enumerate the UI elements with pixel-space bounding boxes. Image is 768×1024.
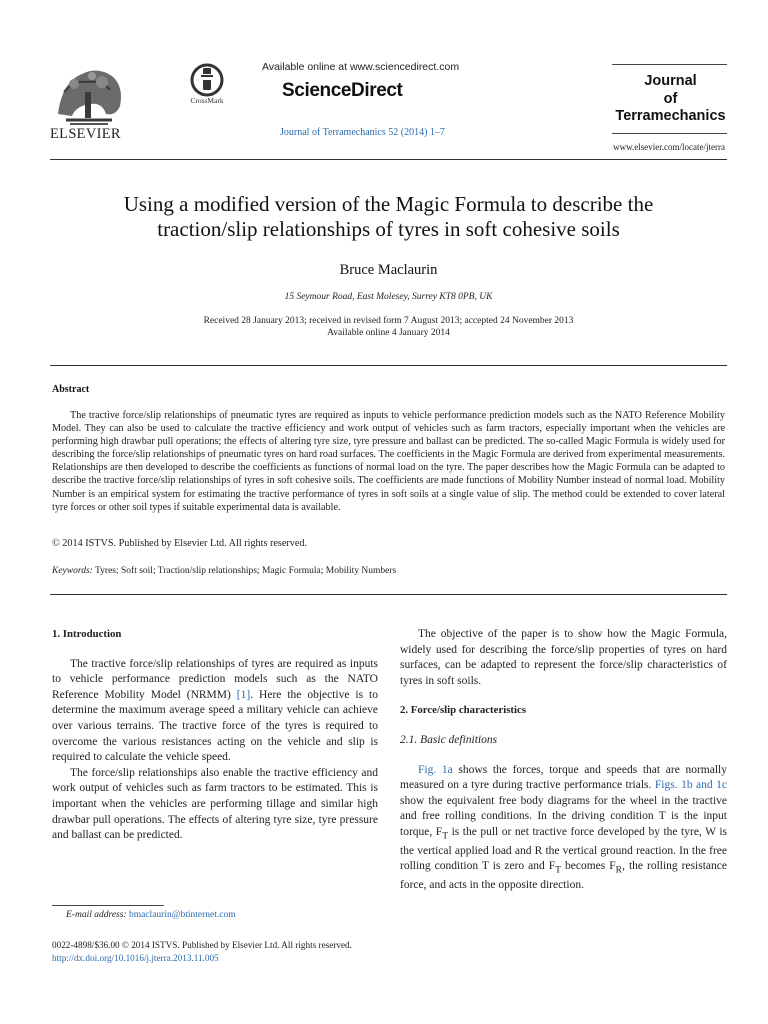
received-dates: Received 28 January 2013; received in revised form 7 August 2013; accepted 24 November 2013 <box>203 316 574 326</box>
available-online-text: Available online at www.sciencedirect.com <box>262 61 460 73</box>
author-name: Bruce Maclaurin <box>339 262 438 278</box>
elsevier-tree-logo <box>52 62 126 128</box>
author-affiliation: 15 Seymour Road, East Molesey, Surrey KT8 0PB, UK <box>284 292 493 302</box>
fig-1a-link[interactable]: Fig. 1a <box>418 763 453 776</box>
issn-copyright: 0022-4898/$36.00 © 2014 ISTVS. Published by Elsevier Ltd. All rights reserved. <box>52 940 352 950</box>
available-date: Available online 4 January 2014 <box>327 328 450 338</box>
footnote-rule <box>52 905 164 906</box>
email-label: E-mail address: <box>66 910 127 920</box>
doi-link[interactable]: http://dx.doi.org/10.1016/j.jterra.2013.11.005 <box>52 953 219 963</box>
article-dates <box>50 315 727 339</box>
objective-paragraph: The objective of the paper is to show how the Magic Formula, widely used for describing the force/slip properties of tyres on hard surfaces, can be adapted to represent the force/slip characteristics of tyres in soft soils. <box>400 628 727 687</box>
defs-text-5: , the rolling resistance force, and acts in the opposite direction. <box>400 860 727 892</box>
journal-citation-link[interactable]: Journal of Terramechanics 52 (2014) 1–7 <box>280 127 445 138</box>
abstract-heading: Abstract <box>52 384 90 395</box>
journal-name-line2: of <box>663 90 678 107</box>
defs-text-2: show the equivalent free body diagrams for the wheel in the tractive and free rolling conditions. In the driving condition T is the input torque, F <box>400 794 727 838</box>
intro-paragraph-1 <box>52 657 378 766</box>
reference-link-1[interactable]: [1] <box>236 688 251 701</box>
right-column <box>400 627 727 894</box>
sciencedirect-logo[interactable]: ScienceDirect <box>282 80 403 101</box>
defs-text-3: is the pull or net tractive force developed by the tyre, W is the vertical applied load and R the vertical ground reaction. In the free rolling condition T is zero and F <box>400 825 727 873</box>
title-line1: Using a modified version of the Magic Formula to describe the <box>123 192 654 216</box>
keywords-label: Keywords: <box>52 566 93 576</box>
abstract-top-rule <box>50 365 727 366</box>
section-2-heading: 2. Force/slip characteristics <box>400 704 527 717</box>
subscript-t-1: T <box>442 830 449 842</box>
author-email-footnote <box>66 910 236 920</box>
abstract-bottom-rule <box>50 594 727 595</box>
publisher-name: ELSEVIER <box>50 126 121 142</box>
journal-name-bottom-rule <box>612 133 727 134</box>
journal-name-line3: Terramechanics <box>615 108 726 124</box>
intro-paragraph-2: The force/slip relationships also enable the tractive efficiency and work output of vehicles such as farm tractors to be estimated. This is important when the vehicles are performing tillage and similar high drawbar pull operations. The effects of altering tyre size, tyre pressure and ballast can be predicted. <box>52 766 378 842</box>
figs-1b-1c-link[interactable]: Figs. 1b and 1c <box>654 779 727 792</box>
article-title <box>50 192 727 242</box>
author-email-link[interactable]: bmaclaurin@btinternet.com <box>128 910 236 920</box>
basic-definitions-paragraph <box>400 763 727 894</box>
abstract-copyright: © 2014 ISTVS. Published by Elsevier Ltd. All rights reserved. <box>52 538 308 549</box>
intro-p1-text-b: . Here the objective is to determine the maximum average speed a military vehicle can achieve over various terrains. The tractive force of the tyres is required to overcome the various resistances acting on the vehicle and slip is required to calculate the vehicle speed. <box>52 688 378 764</box>
journal-name-top-rule <box>612 64 727 65</box>
subscript-r: R <box>615 864 623 876</box>
journal-name-line1: Journal <box>644 73 697 89</box>
subscript-t-2: T <box>555 864 562 876</box>
journal-name <box>608 73 733 126</box>
defs-text-1: shows the forces, torque and speeds that are normally measured on a tyre during tractive performance trials. <box>400 763 727 792</box>
section-2-1-heading: 2.1. Basic definitions <box>400 733 498 746</box>
section-1-heading: 1. Introduction <box>52 628 122 640</box>
intro-p1-text-a: The tractive force/slip relationships of tyres are required as inputs to vehicle performance prediction models such as the NATO Reference Mobility Model (NRMM) <box>52 657 378 701</box>
left-column <box>52 627 378 844</box>
crossmark-label: CrossMark <box>190 96 224 105</box>
keywords <box>52 566 396 576</box>
journal-url[interactable]: www.elsevier.com/locate/jterra <box>613 142 725 152</box>
abstract-text: The tractive force/slip relationships of pneumatic tyres are required as inputs to vehicle performance prediction models such as the NATO Reference Mobility Model. They can also be used to calculate the tractive efficiency and work output of vehicles such as farm tractors, especially important when the vehicles are performing high drawbar pull operations; the effects of altering tyre size, tyre pressure and ballast can be predicted. The so-called Magic Formula is widely used for describing the force/slip relationships of pneumatic tyres on hard road surfaces. The coefficients in the Magic Formula are derived from experimental measurements. Relationships are then developed to describe the coefficients as functions of normal load on the tyre. The paper describes how the Magic Formula can be adapted to describe the tractive force/slip relationships of tyres in soft cohesive soils. The coefficients are made functions of Mobility Number instead of normal load. Mobility Number is an empirical system for estimating the tractive performance of tyres in soft soils at a single value of slip. The method could be extended to cover lateral tyre forces or other soil types if suitable experimental data is available. <box>52 410 725 513</box>
keywords-list: Tyres; Soft soil; Traction/slip relationships; Magic Formula; Mobility Numbers <box>95 566 397 576</box>
header-divider <box>50 159 727 160</box>
defs-text-4: becomes F <box>561 860 616 873</box>
title-line2: traction/slip relationships of tyres in soft cohesive soils <box>157 217 620 241</box>
